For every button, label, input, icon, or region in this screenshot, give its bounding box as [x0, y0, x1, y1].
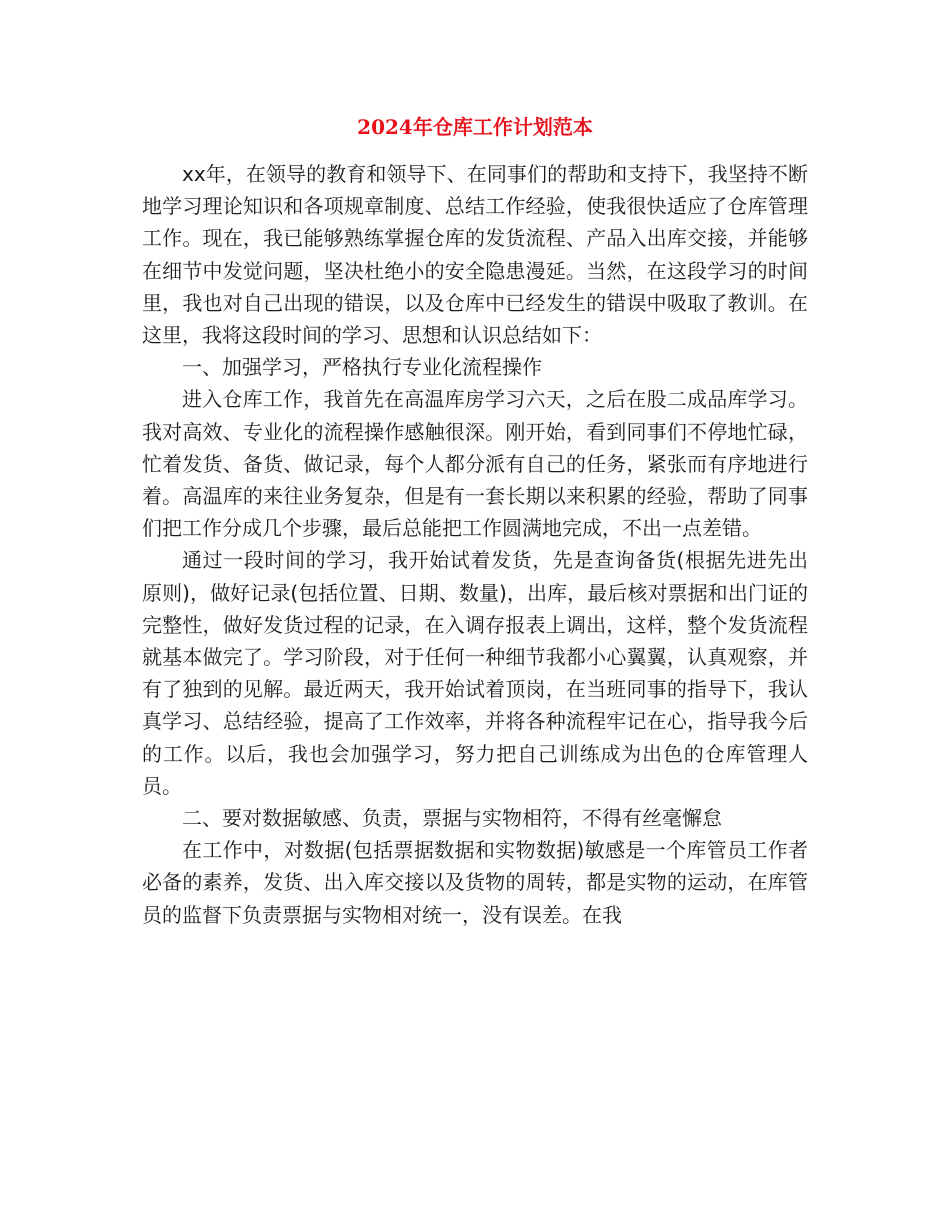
section-heading-2: 二、要对数据敏感、负责，票据与实物相符，不得有丝毫懈怠 — [182, 806, 722, 831]
paragraph-section-1-a: 进入仓库工作，我首先在高温库房学习六天，之后在股二成品库学习。我对高效、专业化的流程操作感触很深。刚开始，看到同事们不停地忙碌，忙着发货、备货、做记录，每个人都分派有自己的任务，紧张而有序地进行着。高温库的来往业务复杂，但是有一套长期以来积累的经验，帮助了同事们把工作分成几个步骤，最后总能把工作圆满地完成，不出一点差错。 — [142, 387, 808, 541]
document-title: 2024年仓库工作计划范本 — [357, 115, 593, 139]
paragraph-section-1-b: 通过一段时间的学习，我开始试着发货，先是查询备货(根据先进先出原则)，做好记录(包括位置、日期、数量)，出库，最后核对票据和出门证的完整性，做好发货过程的记录，在入调存报表上调出，这样，整个发货流程就基本做完了。学习阶段，对于任何一种细节我都小心翼翼，认真观察，并有了独到的见解。最近两天，我开始试着顶岗，在当班同事的指导下，我认真学习、总结经验，提高了工作效率，并将各种流程牢记在心，指导我今后的工作。以后，我也会加强学习，努力把自己训练成为出色的仓库管理人员。 — [142, 548, 808, 798]
section-heading-1: 一、加强学习，严格执行专业化流程操作 — [182, 355, 542, 380]
paragraph-intro: xx年，在领导的教育和领导下、在同事们的帮助和支持下，我坚持不断地学习理论知识和各项规章制度、总结工作经验，使我很快适应了仓库管理工作。现在，我已能够熟练掌握仓库的发货流程、产品入出库交接，并能够在细节中发觉问题，坚决杜绝小的安全隐患漫延。当然，在这段学习的时间里，我也对自己出现的错误，以及仓库中已经发生的错误中吸取了教训。在这里，我将这段时间的学习、思想和认识总结如下： — [142, 162, 808, 348]
document-body — [142, 158, 808, 931]
paragraph-section-2-a: 在工作中，对数据(包括票据数据和实物数据)敏感是一个库管员工作者必备的素养，发货、出入库交接以及货物的周转，都是实物的运动，在库管员的监督下负责票据与实物相对统一，没有误差。在我 — [142, 838, 808, 927]
